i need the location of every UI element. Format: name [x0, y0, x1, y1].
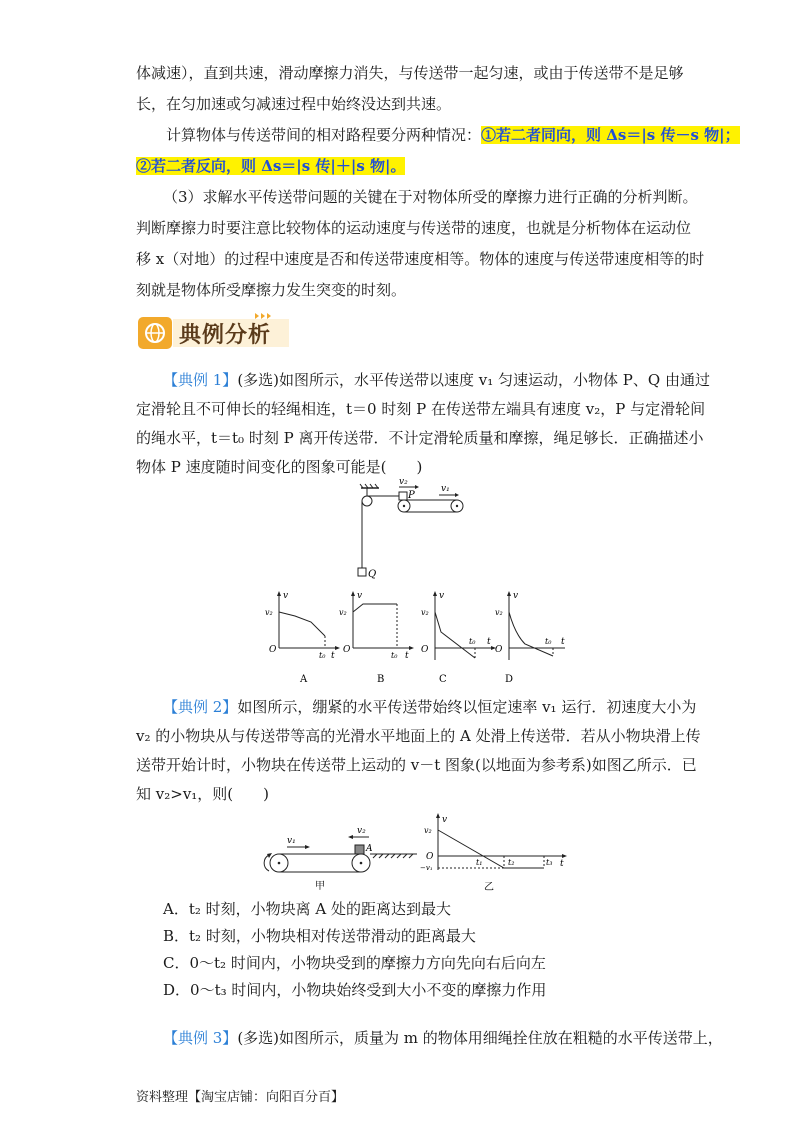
svg-text:t: t: [487, 637, 491, 647]
example1-line: 的绳水平，t＝t₀ 时刻 P 离开传送带．不计定滑轮质量和摩擦，绳足够长．正确描述小: [136, 429, 704, 447]
example-text: (多选)如图所示，质量为 m 的物体用细绳拴住放在粗糙的水平传送带上，: [237, 1029, 723, 1047]
body-line: [136, 155, 676, 177]
option-a: A．t₂ 时刻，小物块离 A 处的距离达到最大: [163, 900, 452, 918]
block-p: [399, 492, 407, 500]
svg-text:O: O: [421, 645, 429, 655]
graph-a: [265, 591, 340, 685]
svg-text:v₂: v₂: [339, 608, 347, 617]
example2-line: 知 v₂>v₁，则( ): [136, 785, 270, 803]
body-line: （3）求解水平传送带问题的关键在于对物体所受的摩擦力进行正确的分析判断。: [163, 188, 698, 206]
svg-text:v₂: v₂: [421, 608, 429, 617]
svg-text:v₂: v₂: [357, 826, 366, 836]
example-tag: 【典例 2】: [163, 698, 238, 716]
example2-line: [163, 696, 703, 718]
svg-text:t: t: [560, 859, 564, 869]
svg-text:v₂: v₂: [265, 608, 273, 617]
svg-text:O: O: [426, 852, 434, 862]
footer-text: 资料整理【淘宝店铺：向阳百分百】: [136, 1090, 345, 1105]
svg-text:t: t: [331, 651, 335, 661]
label-q: Q: [368, 569, 377, 580]
svg-text:v: v: [439, 591, 445, 601]
option-b: B．t₂ 时刻，小物块相对传送带滑动的距离最大: [163, 927, 476, 945]
svg-text:t: t: [561, 637, 565, 647]
example1-line: 物体 P 速度随时间变化的图象可能是( ): [136, 458, 423, 476]
svg-text:v₂: v₂: [495, 608, 503, 617]
svg-text:t₀: t₀: [545, 637, 552, 646]
svg-text:甲: 甲: [315, 881, 325, 892]
body-line: 体减速），直到共速，滑动摩擦力消失，与传送带一起匀速，或由于传送带不是足够: [136, 64, 684, 82]
section-badge: [137, 313, 295, 351]
label-v2: v₂: [399, 477, 408, 487]
option-c: C．0～t₂ 时间内，小物块受到的摩擦力方向先向右后向左: [163, 954, 546, 972]
svg-text:v: v: [283, 591, 289, 601]
svg-text:A: A: [366, 844, 373, 854]
svg-text:−v₁: −v₁: [420, 864, 433, 872]
svg-text:v₂: v₂: [424, 826, 432, 835]
example3-line: [163, 1027, 723, 1049]
highlight-text: ②若二者反向，则 Δs＝|s 传|＋|s 物|。: [136, 157, 406, 175]
body-line: 长，在匀加速或匀减速过程中始终没达到共速。: [136, 95, 452, 113]
svg-text:t₀: t₀: [391, 651, 398, 660]
option-d: D．0～t₃ 时间内，小物块始终受到大小不变的摩擦力作用: [163, 981, 547, 999]
example-text: 如图所示，绷紧的水平传送带始终以恒定速率 v₁ 运行．初速度大小为: [237, 698, 697, 716]
graph-letter: A: [300, 674, 308, 685]
body-line: [166, 124, 740, 146]
example-tag: 【典例 3】: [163, 1029, 238, 1047]
svg-text:t₁: t₁: [476, 858, 483, 867]
example2-line: 送带开始计时，小物块在传送带上运动的 v－t 图象(以地面为参考系)如图乙所示．已: [136, 756, 697, 774]
label-p: P: [408, 490, 415, 501]
example2-line: v₂ 的小物块从与传送带等高的光滑水平地面上的 A 处滑上传送带．若从小物块滑上传: [136, 727, 701, 745]
svg-text:t₀: t₀: [469, 637, 476, 646]
graph-letter: C: [439, 674, 447, 685]
svg-text:t₃: t₃: [546, 858, 553, 867]
example1-line: [163, 369, 710, 391]
graph-letter: B: [377, 674, 385, 685]
example1-line: 定滑轮且不可伸长的轻绳相连，t＝0 时刻 P 在传送带左端具有速度 v₂，P 与定滑轮间: [136, 400, 706, 418]
svg-text:O: O: [343, 645, 351, 655]
graph-d: [495, 591, 565, 685]
svg-text:v₁: v₁: [287, 836, 296, 846]
example2-figure-yi: [420, 810, 570, 894]
pulley-icon: [362, 496, 372, 506]
example-tag: 【典例 1】: [163, 371, 238, 389]
svg-text:v: v: [357, 591, 363, 601]
body-line: 判断摩擦力时要注意比较物体的运动速度与传送带的速度，也就是分析物体在运动位: [136, 219, 692, 237]
example-text: (多选)如图所示，水平传送带以速度 v₁ 匀速运动，小物体 P、Q 由通过: [237, 371, 710, 389]
block-a: [355, 845, 364, 854]
svg-text:O: O: [269, 645, 277, 655]
body-line: 刻就是物体所受摩擦力发生突变的时刻。: [136, 281, 407, 299]
svg-text:v: v: [442, 815, 448, 825]
graph-c: [421, 591, 496, 685]
example1-graphs: [255, 590, 565, 686]
svg-text:t₀: t₀: [319, 651, 326, 660]
svg-text:乙: 乙: [484, 882, 494, 893]
label-v1: v₁: [441, 484, 450, 494]
graph-b: [339, 591, 414, 685]
svg-text:t: t: [405, 651, 409, 661]
example2-figure-jia: [255, 825, 425, 893]
svg-text:t₂: t₂: [508, 858, 515, 867]
example1-setup-figure: [355, 476, 475, 584]
body-line: 移 x（对地）的过程中速度是否和传送带速度相等。物体的速度与传送带速度相等的时: [136, 250, 705, 268]
highlight-text: ①若二者同向，则 Δs＝|s 传－s 物|；: [481, 126, 740, 144]
section-badge-label: 典例分析: [179, 323, 272, 348]
graph-letter: D: [505, 674, 514, 685]
svg-text:v: v: [513, 591, 519, 601]
block-q: [358, 568, 366, 576]
body-text: 计算物体与传送带间的相对路程要分两种情况：: [166, 126, 482, 144]
svg-text:O: O: [495, 645, 503, 655]
